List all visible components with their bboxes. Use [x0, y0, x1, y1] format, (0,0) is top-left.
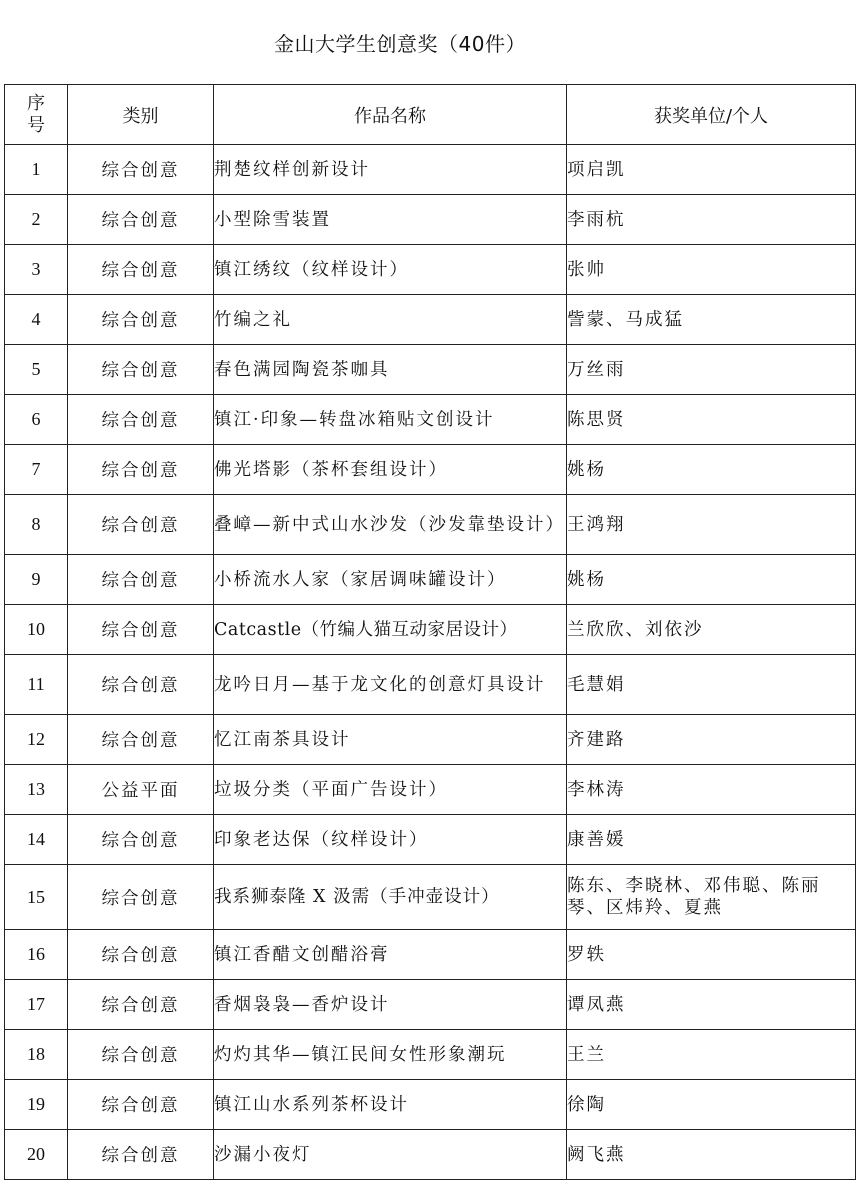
- row-number: 6: [5, 395, 68, 445]
- row-work: 忆江南茶具设计: [214, 715, 567, 765]
- row-work: 镇江香醋文创醋浴膏: [214, 930, 567, 980]
- row-winner: 訾蒙、马成猛: [567, 295, 856, 345]
- row-number: 13: [5, 765, 68, 815]
- row-category: 公益平面: [68, 765, 214, 815]
- header-category: 类别: [68, 85, 214, 145]
- row-winner: 谭凤燕: [567, 980, 856, 1030]
- row-number: 3: [5, 245, 68, 295]
- row-work: 叠嶂—新中式山水沙发（沙发靠垫设计）: [214, 495, 567, 555]
- row-winner: 齐建路: [567, 715, 856, 765]
- row-number: 20: [5, 1130, 68, 1180]
- table-row: [5, 605, 856, 655]
- table-row: [5, 245, 856, 295]
- row-category: 综合创意: [68, 815, 214, 865]
- row-number: 5: [5, 345, 68, 395]
- row-winner: 王鸿翔: [567, 495, 856, 555]
- row-work: 镇江山水系列茶杯设计: [214, 1080, 567, 1130]
- row-number: 9: [5, 555, 68, 605]
- row-winner: 康善媛: [567, 815, 856, 865]
- row-category: 综合创意: [68, 555, 214, 605]
- table-row: [5, 345, 856, 395]
- row-category: 综合创意: [68, 295, 214, 345]
- row-category: 综合创意: [68, 145, 214, 195]
- table-row: [5, 445, 856, 495]
- row-number: 10: [5, 605, 68, 655]
- row-work: 龙吟日月—基于龙文化的创意灯具设计: [214, 655, 567, 715]
- row-winner: 李林涛: [567, 765, 856, 815]
- row-category: 综合创意: [68, 715, 214, 765]
- row-work: 灼灼其华—镇江民间女性形象潮玩: [214, 1030, 567, 1080]
- table-row: [5, 195, 856, 245]
- table-row: [5, 715, 856, 765]
- row-category: 综合创意: [68, 980, 214, 1030]
- row-winner: 李雨杭: [567, 195, 856, 245]
- header-work: 作品名称: [214, 85, 567, 145]
- row-winner: 万丝雨: [567, 345, 856, 395]
- row-winner: 徐陶: [567, 1080, 856, 1130]
- table-row: [5, 865, 856, 930]
- table-row: [5, 815, 856, 865]
- row-category: 综合创意: [68, 445, 214, 495]
- row-category: 综合创意: [68, 1080, 214, 1130]
- row-winner: 张帅: [567, 245, 856, 295]
- row-number: 1: [5, 145, 68, 195]
- row-winner: 陈思贤: [567, 395, 856, 445]
- row-category: 综合创意: [68, 495, 214, 555]
- row-category: 综合创意: [68, 930, 214, 980]
- row-winner: 王兰: [567, 1030, 856, 1080]
- row-number: 15: [5, 865, 68, 930]
- table-row: [5, 1080, 856, 1130]
- row-work: 垃圾分类（平面广告设计）: [214, 765, 567, 815]
- header-winner: 获奖单位/个人: [567, 85, 856, 145]
- header-index-line1: 序: [27, 92, 45, 114]
- header-index: [5, 85, 68, 145]
- row-category: 综合创意: [68, 655, 214, 715]
- table-row: [5, 765, 856, 815]
- row-winner: 阙飞燕: [567, 1130, 856, 1180]
- row-winner: 陈东、李晓林、邓伟聪、陈丽琴、区炜羚、夏燕: [567, 865, 856, 930]
- table-row: [5, 395, 856, 445]
- table-row: [5, 655, 856, 715]
- table-row: [5, 295, 856, 345]
- row-work: 镇江绣纹（纹样设计）: [214, 245, 567, 295]
- table-row: [5, 145, 856, 195]
- row-work: 印象老达保（纹样设计）: [214, 815, 567, 865]
- table-row: [5, 930, 856, 980]
- row-category: 综合创意: [68, 195, 214, 245]
- row-winner: 姚杨: [567, 445, 856, 495]
- row-work: 春色满园陶瓷茶咖具: [214, 345, 567, 395]
- row-category: 综合创意: [68, 395, 214, 445]
- row-winner: 兰欣欣、刘依沙: [567, 605, 856, 655]
- row-work: 沙漏小夜灯: [214, 1130, 567, 1180]
- awards-table: [4, 84, 856, 1180]
- row-number: 19: [5, 1080, 68, 1130]
- row-number: 4: [5, 295, 68, 345]
- row-category: 综合创意: [68, 865, 214, 930]
- row-work: 荆楚纹样创新设计: [214, 145, 567, 195]
- row-category: 综合创意: [68, 1130, 214, 1180]
- row-work: 镇江·印象—转盘冰箱贴文创设计: [214, 395, 567, 445]
- row-winner: 毛慧娟: [567, 655, 856, 715]
- table-row: [5, 980, 856, 1030]
- row-work: 小桥流水人家（家居调味罐设计）: [214, 555, 567, 605]
- row-category: 综合创意: [68, 245, 214, 295]
- row-work: 小型除雪装置: [214, 195, 567, 245]
- row-winner: 姚杨: [567, 555, 856, 605]
- row-number: 11: [5, 655, 68, 715]
- row-winner: 项启凯: [567, 145, 856, 195]
- row-number: 16: [5, 930, 68, 980]
- row-number: 14: [5, 815, 68, 865]
- row-work: 香烟袅袅—香炉设计: [214, 980, 567, 1030]
- table-row: [5, 555, 856, 605]
- row-number: 7: [5, 445, 68, 495]
- row-work: 我系狮泰隆 X 汲需（手冲壶设计）: [214, 865, 567, 930]
- page-title: 金山大学生创意奖（40件）: [274, 32, 526, 56]
- row-work: 竹编之礼: [214, 295, 567, 345]
- row-category: 综合创意: [68, 605, 214, 655]
- row-work: 佛光塔影（茶杯套组设计）: [214, 445, 567, 495]
- row-winner: 罗轶: [567, 930, 856, 980]
- table-row: [5, 1130, 856, 1180]
- row-number: 17: [5, 980, 68, 1030]
- row-number: 2: [5, 195, 68, 245]
- table-header-row: [5, 85, 856, 145]
- row-category: 综合创意: [68, 345, 214, 395]
- row-work: Catcastle（竹编人猫互动家居设计）: [214, 605, 567, 655]
- table-row: [5, 1030, 856, 1080]
- row-number: 18: [5, 1030, 68, 1080]
- row-category: 综合创意: [68, 1030, 214, 1080]
- header-index-line2: 号: [27, 114, 45, 136]
- row-number: 8: [5, 495, 68, 555]
- table-row: [5, 495, 856, 555]
- row-number: 12: [5, 715, 68, 765]
